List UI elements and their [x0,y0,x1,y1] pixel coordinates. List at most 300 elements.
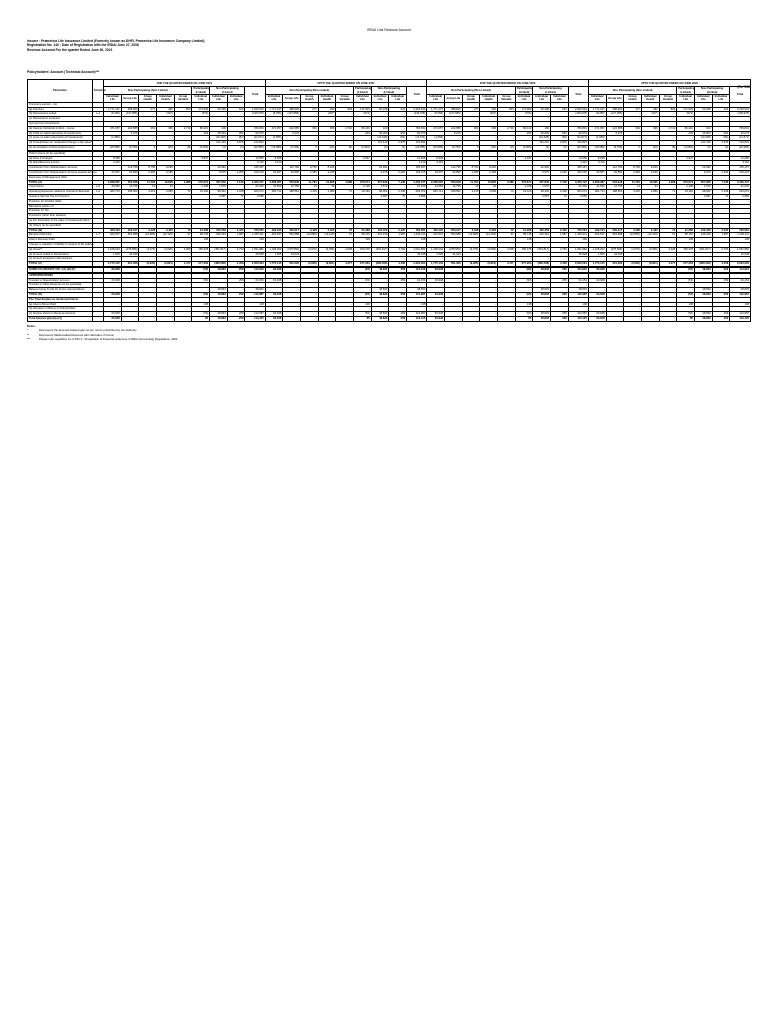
row-total-cell: 138 [730,302,751,307]
par-linked-header: Participating (Linked) [355,87,372,94]
value-cell: - [533,257,551,262]
value-cell: - [641,238,659,243]
value-cell: 203 [515,131,533,136]
value-cell: - [427,209,445,214]
value-cell: - [283,161,301,166]
value-cell: - [515,136,533,141]
value-cell: - [192,288,210,293]
value-cell: - [480,141,498,146]
value-cell: 44,043 [121,252,139,257]
period-header: FOR THE QUARTER ENDED ON JUNE 2021 [104,80,266,87]
value-cell: - [462,141,480,146]
value-cell: 204,537 [265,233,283,238]
value-cell: 1,987 [227,233,245,238]
value-cell: - [354,218,372,223]
value-cell: - [462,302,480,307]
value-cell: 8,750 [462,166,480,171]
value-cell: (451,817) [533,247,551,252]
row-total-cell: 103,215 [568,171,588,176]
note-text: Please refer regulation 11 of Part II - Preparation of Financial statement of IRDA (Accounting) Regulations, 2002 [39,337,178,342]
value-cell: 8,750 [301,166,319,171]
value-cell: - [462,312,480,317]
value-cell: - [551,185,569,190]
value-cell: 7,136 [227,180,245,185]
value-cell: - [588,117,606,122]
value-cell: - [551,166,569,171]
value-cell: 48,833 [694,316,712,321]
value-cell: - [301,117,319,122]
value-cell: - [498,204,516,209]
value-cell: (12,865) [624,233,642,238]
value-cell: - [174,171,192,176]
value-cell: - [588,238,606,243]
value-cell: 138 [354,302,372,307]
value-cell: - [121,302,139,307]
row-total-cell: - [407,117,427,122]
row-label: (d) Transfer/Gain on revaluation/change in fair value* [29,141,93,145]
value-cell: - [265,238,283,243]
value-cell: - [480,131,498,136]
value-cell: 4,008 [174,247,192,252]
value-cell: 19,160 [677,190,695,195]
value-cell: (127,955) [445,112,463,117]
row-total-cell: 61,040 [568,185,588,190]
value-cell: 63,948 [265,267,283,272]
row-total-cell: 124,831 [245,141,265,146]
value-cell: - [624,204,642,209]
par-linked-header: Participating (Linked) [193,87,210,94]
value-cell: 1,987 [389,233,407,238]
value-cell: - [677,257,695,262]
value-cell: - [712,204,730,209]
row-label: TOTAL (D) [28,292,93,297]
row-total-cell: 760,581 [730,228,751,233]
value-cell: 63,948 [104,316,122,321]
value-cell: (12,865) [139,233,157,238]
value-cell: - [498,312,516,317]
value-cell: - [677,204,695,209]
value-cell: (5,769) [445,146,463,151]
value-cell: - [427,302,445,307]
value-cell: 34 [318,185,336,190]
value-cell: - [265,283,283,288]
total-header: Total [568,87,588,103]
value-cell: - [462,267,480,272]
value-cell: - [174,302,192,307]
value-cell: - [227,307,245,312]
value-cell: - [283,117,301,122]
value-cell: - [227,126,245,131]
value-cell: - [104,288,122,293]
row-total-cell: 2,659 [245,194,265,199]
value-cell: - [354,161,372,166]
value-cell: (1,656) [104,136,122,141]
value-cell: - [498,161,516,166]
value-cell: - [227,209,245,214]
value-cell: - [371,278,389,283]
value-cell: - [694,252,712,257]
value-cell: - [712,283,730,288]
value-cell: - [389,288,407,293]
row-total-cell: 114,919 [730,267,751,272]
value-cell: 2,876 [712,141,730,146]
value-cell: - [677,199,695,204]
value-cell: - [533,161,551,166]
value-cell: 138 [677,238,695,243]
value-cell: 67 [174,233,192,238]
value-cell: 63,948 [265,312,283,317]
value-cell: 8,339 [104,156,122,161]
value-cell: - [588,283,606,288]
value-cell: 0 [462,146,480,151]
value-cell: - [336,283,354,288]
row-total-cell: 2,020,094 [730,262,751,267]
value-cell: 2,710 [336,126,354,131]
value-cell: - [606,302,624,307]
row-total-cell: 124,831 [407,141,427,146]
value-cell: - [157,223,175,228]
value-cell: - [318,278,336,283]
value-cell: - [104,218,122,223]
value-cell: - [445,278,463,283]
value-cell: 171,903 [677,107,695,112]
value-cell: 10,826 [157,180,175,185]
value-cell: 48,833 [533,312,551,317]
value-cell: - [588,194,606,199]
value-cell: (53) [515,292,533,297]
value-cell: - [462,194,480,199]
value-cell: (2,063) [192,146,210,151]
row-total-cell: - [245,223,265,228]
row-total-cell: 155,457 [568,166,588,171]
row-total-cell: - [730,223,751,228]
row-total-cell: 3,110 [568,161,588,166]
value-cell: - [121,161,139,166]
value-cell: 2,710 [174,126,192,131]
value-cell: - [677,283,695,288]
row-total-cell: 12,656 [568,156,588,161]
value-cell: 63,948 [588,267,606,272]
value-cell: - [462,307,480,312]
sub-column-header: Individual Health [318,95,336,103]
value-cell: - [336,302,354,307]
value-cell: - [498,316,516,321]
sub-column-header: Group Health [139,95,157,103]
value-cell: - [318,161,336,166]
row-total-cell: - [730,204,751,209]
value-cell: - [659,156,677,161]
value-cell: 10,826 [480,180,498,185]
value-cell: - [480,238,498,243]
value-cell: - [157,131,175,136]
value-cell: (20) [641,146,659,151]
value-cell: - [192,171,210,176]
value-cell: - [283,278,301,283]
row-total-cell: 64,154 [568,278,588,283]
row-total-cell: - [730,218,751,223]
value-cell: 1,108,204 [588,247,606,252]
value-cell: 3,110 [104,161,122,166]
value-cell: 3,110 [265,161,283,166]
value-cell: (53) [677,312,695,317]
value-cell: 492 [641,107,659,112]
value-cell: 4,458 [389,262,407,267]
sub-column-header: Individual Life [694,95,712,103]
value-cell: 5,276 [121,131,139,136]
value-cell: - [174,218,192,223]
value-cell: (12,865) [462,233,480,238]
value-cell: (3) [694,146,712,151]
value-cell: 85 [192,316,210,321]
value-cell: 9,975 [533,171,551,176]
value-cell: 8,226 [480,166,498,171]
note-text: Represents Mathematical Reserves after allocation of bonus [39,332,114,337]
value-cell: (3) [551,146,569,151]
value-cell: 5,276 [283,131,301,136]
row-total-cell: (136,978) [568,112,588,117]
row-total-cell: - [568,223,588,228]
row-total-cell: 61,040 [730,185,751,190]
value-cell: - [336,194,354,199]
row-label: Provision for Tax [28,209,93,214]
row-label: SURPLUS/ (DEFICIT) (D) =(A)-(B)-(C) [28,267,93,272]
value-cell: - [301,136,319,141]
value-cell: - [371,117,389,122]
value-cell: - [551,307,569,312]
value-cell: - [515,117,533,122]
value-cell: 67 [498,233,516,238]
value-cell: - [606,288,624,293]
period-header: UPTO THE QUARTER ENDED ON JUNE 2020 [588,80,750,87]
value-cell: - [480,278,498,283]
value-cell: 23,507 [104,171,122,176]
value-cell: - [265,117,283,122]
value-cell: - [139,252,157,257]
value-cell: 204,537 [104,233,122,238]
value-cell: - [139,312,157,317]
value-cell: - [515,283,533,288]
value-cell: - [139,117,157,122]
value-cell: - [192,161,210,166]
value-cell: - [606,312,624,317]
value-cell: - [139,194,157,199]
row-total-cell: 52,073 [245,131,265,136]
value-cell: - [336,161,354,166]
value-cell: 121,410 [533,141,551,146]
value-cell: - [641,312,659,317]
row-total-cell: 2,020,094 [407,262,427,267]
value-cell: 1,775,145 [265,262,283,267]
value-cell: - [445,136,463,141]
value-cell: - [318,199,336,204]
value-cell: - [301,218,319,223]
row-total-cell: (22,955) [245,146,265,151]
value-cell: 1,505 [588,252,606,257]
value-cell: - [659,292,677,297]
value-cell: - [336,199,354,204]
value-cell: - [498,302,516,307]
value-cell: 150,378 [354,247,372,252]
value-cell: - [389,166,407,171]
row-total-cell: 784,831 [568,126,588,131]
value-cell: 1,771,137 [427,107,445,112]
value-cell: (53) [192,312,210,317]
value-cell: (6,935) [624,262,642,267]
value-cell: - [445,161,463,166]
value-cell: - [157,209,175,214]
value-cell: - [301,131,319,136]
value-cell: 121,410 [694,141,712,146]
schedule-header: Schedule [92,80,103,103]
value-cell: 204,537 [588,233,606,238]
value-cell: 4,458 [551,262,569,267]
value-cell: 616,316 [371,233,389,238]
value-cell: - [192,204,210,209]
value-cell: 63,948 [265,278,283,283]
value-cell: - [462,278,480,283]
value-cell: - [533,209,551,214]
value-cell: - [389,126,407,131]
value-cell: 2,199 [641,171,659,176]
row-label: TOTAL (C) [28,262,93,267]
value-cell: - [712,112,730,117]
value-cell: 48,833 [694,292,712,297]
value-cell: 63,948 [427,278,445,283]
value-cell: 553,948 [606,180,624,185]
value-cell: 3,428 [624,228,642,233]
value-cell: - [533,199,551,204]
value-cell: - [389,302,407,307]
value-cell: - [336,141,354,146]
value-cell: - [174,199,192,204]
row-total-cell: 45,548 [245,252,265,257]
value-cell: - [121,312,139,317]
value-cell: - [515,257,533,262]
value-cell: - [265,307,283,312]
row-total-cell: 138 [407,238,427,243]
value-cell: - [139,161,157,166]
value-cell: - [157,278,175,283]
value-cell: - [318,267,336,272]
value-cell: - [371,156,389,161]
value-cell: - [265,302,283,307]
value-cell: - [210,252,228,257]
value-cell: - [515,288,533,293]
value-cell: - [174,209,192,214]
row-total-cell: 2,293,544 [730,107,751,112]
value-cell: 98,746 [354,233,372,238]
non-par-nonlinked-header: Non-Participating (Non-Linked) [588,87,676,95]
value-cell: - [641,307,659,312]
value-cell: 259 [227,312,245,317]
sub-column-header: Group Life [283,95,301,103]
value-cell: - [318,312,336,317]
value-cell: - [712,218,730,223]
value-cell: - [624,199,642,204]
value-cell: 222,585 [283,126,301,131]
value-cell: - [318,136,336,141]
value-cell: - [301,302,319,307]
non-par-linked-header: Non-Participating (Linked) [210,87,245,95]
value-cell: 8,339 [588,156,606,161]
value-cell: (127,955) [121,112,139,117]
sub-column-header: Individual Life [354,95,372,103]
value-cell: (275,556) [606,247,624,252]
value-cell: - [210,283,228,288]
value-cell: - [498,292,516,297]
value-cell: - [498,257,516,262]
value-cell: - [371,257,389,262]
value-cell: 3,110 [588,161,606,166]
row-total-cell: (11,671) [568,136,588,141]
value-cell: 8,750 [139,166,157,171]
value-cell: - [210,307,228,312]
value-cell: (2,063) [677,146,695,151]
value-cell: 288,900 [445,107,463,112]
value-cell: - [283,136,301,141]
value-cell: - [192,117,210,122]
value-cell: 222,585 [606,126,624,131]
value-cell: - [677,218,695,223]
value-cell: - [265,288,283,293]
value-cell: - [104,238,122,243]
row-total-cell: 52,073 [407,131,427,136]
value-cell: 364 [624,126,642,131]
value-cell: 22,692 [371,166,389,171]
value-cell: - [157,204,175,209]
value-cell: - [283,316,301,321]
value-cell: 112,796 [283,166,301,171]
value-cell: - [624,307,642,312]
value-cell: - [694,156,712,161]
row-total-cell: 760,581 [245,228,265,233]
value-cell: - [462,223,480,228]
value-cell: 2,793 [227,247,245,252]
row-total-cell: 1,445,311 [730,233,751,238]
value-cell: 2,348 [389,190,407,195]
value-cell: - [121,307,139,312]
value-cell: 48,833 [210,288,228,293]
value-cell: (307) [318,112,336,117]
value-cell: (84) [551,136,569,141]
value-cell: - [265,218,283,223]
value-cell: - [192,257,210,262]
value-cell: 60,408 [533,107,551,112]
row-label: (c) (Loss on sale/ redemption of investments) [28,136,93,141]
value-cell: 288,900 [606,107,624,112]
value-cell: 85 [354,316,372,321]
value-cell: 2,089 [641,190,659,195]
row-total-cell: 138 [245,238,265,243]
row-total-cell: 12,656 [730,156,751,161]
value-cell: - [283,292,301,297]
value-cell: - [551,218,569,223]
value-cell: - [174,223,192,228]
value-cell: - [641,316,659,321]
value-cell: 4,088 [174,180,192,185]
value-cell: (8,256) [588,112,606,117]
value-cell: - [624,141,642,146]
row-total-cell: 45,548 [407,252,427,257]
value-cell: - [157,292,175,297]
value-cell: - [712,307,730,312]
value-cell: - [551,156,569,161]
value-cell: - [104,283,122,288]
notes-section [27,324,751,342]
value-cell: 1,775,145 [588,262,606,267]
row-total-cell: 113,125 [568,316,588,321]
value-cell: (8,256) [265,112,283,117]
